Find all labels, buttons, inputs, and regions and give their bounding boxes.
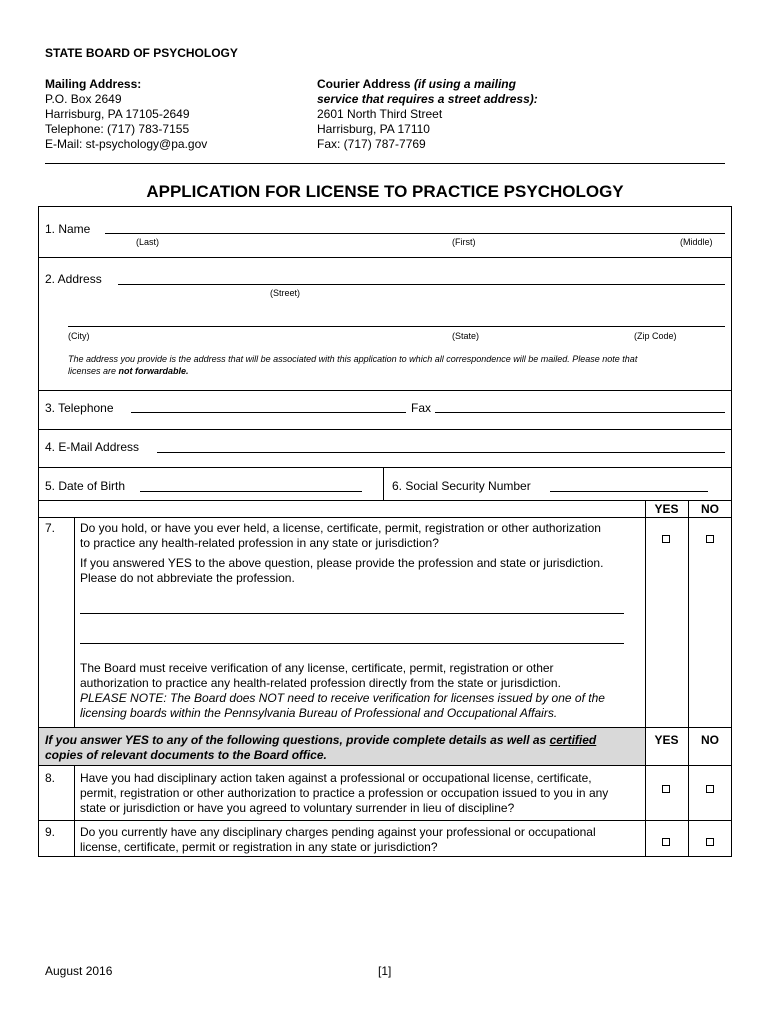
q9-line-1: Do you currently have any disciplinary charges pending against your professional or occupational [80, 825, 596, 839]
mailing-line-4: E-Mail: st-psychology@pa.gov [45, 137, 208, 151]
fax-field[interactable] [435, 412, 725, 413]
header-divider [45, 163, 725, 164]
number-column-divider [74, 765, 75, 857]
q7-line-4: Please do not abbreviate the profession. [80, 571, 295, 585]
telephone-label: 3. Telephone [45, 401, 114, 415]
street-field[interactable] [118, 284, 725, 285]
row-divider [38, 500, 732, 501]
q8-yes-checkbox[interactable] [662, 785, 670, 793]
q9-no-checkbox[interactable] [706, 838, 714, 846]
number-column-divider [74, 517, 75, 727]
q7-verify-line-2: authorization to practice any health-related profession directly from the state or jurisdiction. [80, 676, 561, 690]
not-forwardable-text: not forwardable. [118, 366, 189, 376]
city-caption: (City) [68, 331, 90, 341]
street-caption: (Street) [270, 288, 301, 298]
address-note-line-2 [68, 365, 189, 377]
page-title: APPLICATION FOR LICENSE TO PRACTICE PSYCHOLOGY [146, 182, 624, 201]
row-divider [38, 429, 732, 430]
courier-note: (if using a mailing [413, 77, 516, 91]
q9-number: 9. [45, 825, 56, 839]
q7-line-3: If you answered YES to the above question, please provide the profession and state or jurisdiction. [80, 556, 604, 570]
footer-date: August 2016 [45, 964, 113, 978]
courier-line-2: Harrisburg, PA 17110 [317, 122, 430, 136]
row-divider [38, 467, 732, 468]
courier-address-label: Courier Address [317, 77, 411, 91]
dob-field[interactable] [140, 491, 362, 492]
city-state-zip-field[interactable] [68, 326, 725, 327]
instructions-line-1 [45, 733, 596, 748]
fax-label: Fax [411, 401, 432, 415]
row-divider [38, 820, 732, 821]
email-label: 4. E-Mail Address [45, 440, 140, 454]
yes-column-left-border [645, 500, 646, 857]
q9-line-2: license, certificate, permit or registration in any state or jurisdiction? [80, 840, 438, 854]
yes-no-header-divider [645, 517, 732, 518]
row-divider [38, 390, 732, 391]
yes-no-column-divider [688, 500, 689, 857]
address-note-line-1: The address you provide is the address that will be associated with this application to which all correspondence will be mailed. Please note that [68, 354, 638, 364]
q7-yes-checkbox[interactable] [662, 535, 670, 543]
q7-no-checkbox[interactable] [706, 535, 714, 543]
middle-caption: (Middle) [680, 237, 713, 247]
courier-note-2: service that requires a street address): [317, 92, 538, 106]
name-field[interactable] [105, 233, 725, 234]
row-divider [38, 257, 732, 258]
zip-caption: (Zip Code) [634, 331, 677, 341]
state-caption: (State) [452, 331, 480, 341]
courier-line-3: Fax: (717) 787-7769 [317, 137, 426, 151]
q7-verify-line-4: licensing boards within the Pennsylvania Bureau of Professional and Occupational Affairs. [80, 706, 558, 720]
q9-yes-checkbox[interactable] [662, 838, 670, 846]
q8-number: 8. [45, 771, 56, 785]
q7-profession-field-2[interactable] [80, 643, 624, 644]
yes-header-2: YES [654, 733, 679, 747]
ssn-field[interactable] [550, 491, 708, 492]
email-field[interactable] [157, 452, 725, 453]
instructions-text: If you answer YES to any of the following questions, provide complete details as well as [45, 733, 550, 747]
page-number: [1] [378, 964, 392, 978]
mailing-address-label: Mailing Address: [45, 77, 142, 91]
q7-profession-field-1[interactable] [80, 613, 624, 614]
mailing-line-2: Harrisburg, PA 17105-2649 [45, 107, 190, 121]
q7-number: 7. [45, 521, 56, 535]
address-label: 2. Address [45, 272, 102, 286]
board-name: STATE BOARD OF PSYCHOLOGY [45, 46, 238, 60]
q7-line-2: to practice any health-related profession in any state or jurisdiction? [80, 536, 439, 550]
row-divider [38, 727, 732, 728]
telephone-field[interactable] [131, 412, 406, 413]
no-header-2: NO [701, 733, 719, 747]
certified-text: certified [549, 733, 597, 747]
q8-line-1: Have you had disciplinary action taken against a professional or occupational license, certificate, [80, 771, 592, 785]
q7-verify-line-3: PLEASE NOTE: The Board does NOT need to receive verification for licenses issued by one of the [80, 691, 605, 705]
mailing-line-1: P.O. Box 2649 [45, 92, 122, 106]
ssn-label: 6. Social Security Number [392, 479, 531, 493]
address-note-text: licenses are [68, 366, 119, 376]
yes-header: YES [654, 502, 679, 516]
row-divider [38, 765, 732, 766]
q8-line-3: state or jurisdiction or have you agreed to voluntary surrender in lieu of discipline? [80, 801, 515, 815]
row-divider [38, 517, 645, 518]
first-caption: (First) [452, 237, 476, 247]
q8-line-2: permit, registration or other authorization to practice a profession or occupation issued to you in any [80, 786, 609, 800]
name-label: 1. Name [45, 222, 91, 236]
last-caption: (Last) [136, 237, 160, 247]
column-divider [383, 467, 384, 500]
q8-no-checkbox[interactable] [706, 785, 714, 793]
q7-verify-line-1: The Board must receive verification of any license, certificate, permit, registration or other [80, 661, 554, 675]
instructions-line-2: copies of relevant documents to the Board office. [45, 748, 327, 762]
dob-label: 5. Date of Birth [45, 479, 126, 493]
courier-address-heading [317, 77, 516, 92]
no-header: NO [701, 502, 719, 516]
courier-line-1: 2601 North Third Street [317, 107, 443, 121]
mailing-line-3: Telephone: (717) 783-7155 [45, 122, 190, 136]
q7-line-1: Do you hold, or have you ever held, a license, certificate, permit, registration or other authorization [80, 521, 601, 535]
